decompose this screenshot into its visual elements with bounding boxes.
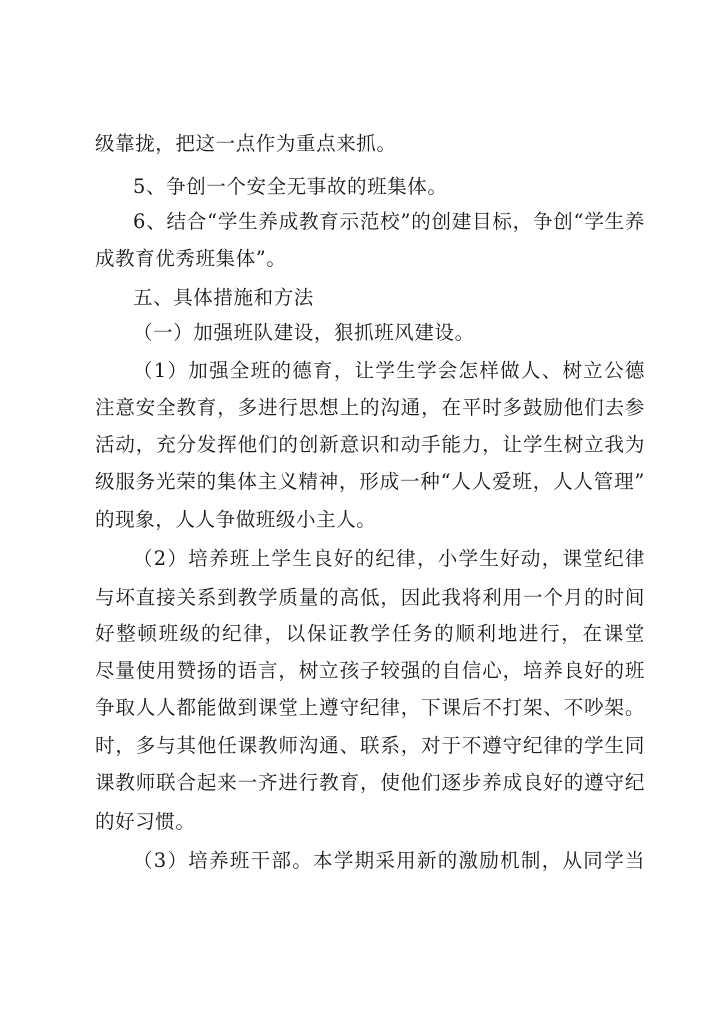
text-line: 尽量使用赞扬的语言，树立孩子较强的自信心，培养良好的班 — [95, 659, 645, 682]
section-heading: 五、具体措施和方法 — [133, 286, 314, 309]
text-line: 6、结合“学生养成教育示范校”的创建目标，争创“学生养 — [133, 210, 645, 233]
text-line: 时，多与其他任课教师沟通、联系，对于不遵守纪律的学生同 — [95, 734, 645, 757]
text-line: 活动，充分发挥他们的创新意识和动手能力，让学生树立我为 — [95, 433, 645, 456]
subsection-heading: （一）加强班队建设，狠抓班风建设。 — [133, 321, 475, 344]
text-line: 的现象，人人争做班级小主人。 — [95, 508, 377, 531]
text-line: （1）加强全班的德育，让学生学会怎样做人、树立公德 — [133, 359, 645, 382]
text-line: 注意安全教育，多进行思想上的沟通，在平时多鼓励他们去参 — [95, 396, 645, 419]
text-line: 课教师联合起来一齐进行教育，使他们逐步养成良好的遵守纪 — [95, 771, 645, 794]
text-line: 级服务光荣的集体主义精神，形成一种“人人爱班，人人管理” — [95, 470, 645, 493]
text-line: 成教育优秀班集体”。 — [95, 247, 287, 270]
text-line: 级靠拢，把这一点作为重点来抓。 — [95, 132, 397, 155]
text-line: 的好习惯。 — [95, 810, 196, 833]
text-line: 5、争创一个安全无事故的班集体。 — [133, 175, 448, 198]
text-line: （3）培养班干部。本学期采用新的激励机制，从同学当 — [133, 849, 645, 872]
text-line: 争取人人都能做到课堂上遵守纪律，下课后不打架、不吵架。 — [95, 696, 645, 719]
text-line: 好整顿班级的纪律，以保证教学任务的顺利地进行，在课堂 — [95, 622, 645, 645]
text-line: （2）培养班上学生良好的纪律，小学生好动，课堂纪律 — [133, 547, 645, 570]
text-line: 与坏直接关系到教学质量的高低，因此我将利用一个月的时间 — [95, 586, 645, 609]
